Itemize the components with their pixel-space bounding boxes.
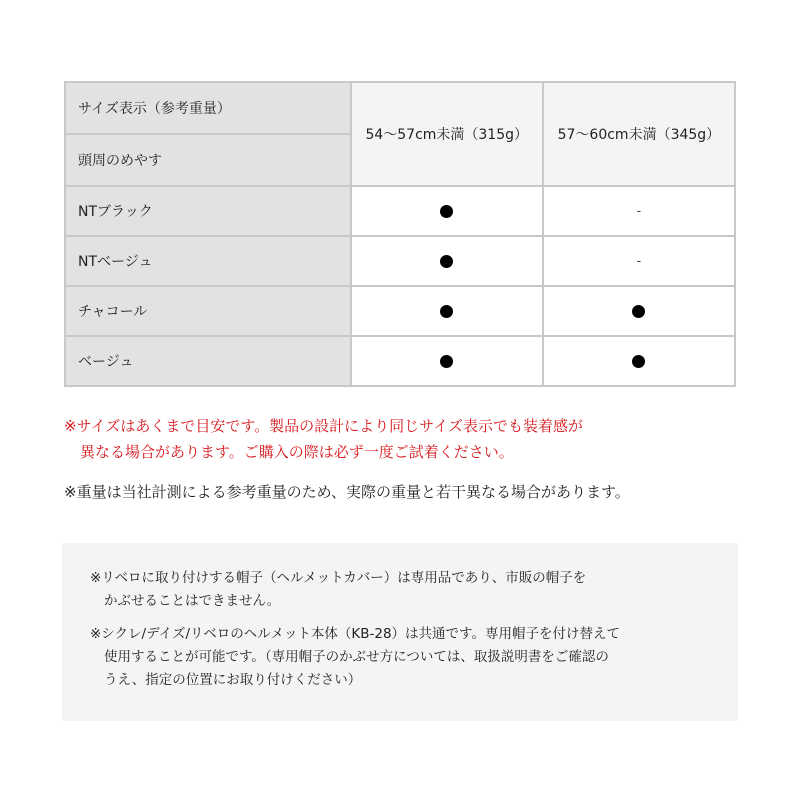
color-label: NTベージュ xyxy=(65,236,351,286)
helmet-note-line-3: うえ、指定の位置にお取り付けください） xyxy=(104,672,362,688)
helmet-note-line-1: ※シクレ/デイズ/リベロのヘルメット本体（KB-28）は共通です。専用帽子を付け替えて xyxy=(90,626,620,642)
availability-cell xyxy=(351,236,543,286)
size-table xyxy=(64,81,736,387)
availability-cell xyxy=(543,336,735,386)
available-dot-icon xyxy=(632,305,645,318)
table-row xyxy=(65,286,735,336)
availability-cell xyxy=(543,286,735,336)
availability-cell xyxy=(351,286,543,336)
cap-compatibility-note xyxy=(90,567,586,613)
helmet-note-line-2: 使用することが可能です。（専用帽子のかぶせ方については、取扱説明書をご確認の xyxy=(104,649,609,665)
info-box xyxy=(62,543,738,721)
table-row xyxy=(65,236,735,286)
table-row xyxy=(65,336,735,386)
table-row xyxy=(65,186,735,236)
header-label-head-circumference: 頭周のめやす xyxy=(65,134,351,186)
color-label: ベージュ xyxy=(65,336,351,386)
availability-cell xyxy=(543,236,735,286)
header-row-size xyxy=(65,82,735,134)
size-caution-note xyxy=(64,413,764,465)
unavailable-dash: - xyxy=(636,204,642,219)
cap-note-line-1: ※リベロに取り付けする帽子（ヘルメットカバー）は専用品であり、市販の帽子を xyxy=(90,570,587,586)
color-label: チャコール xyxy=(65,286,351,336)
cap-note-line-2: かぶせることはできません。 xyxy=(104,593,281,609)
size-caution-line-2: 異なる場合があります。ご購入の際は必ず一度ご試着ください。 xyxy=(80,443,514,461)
size-caution-line-1: ※サイズはあくまで目安です。製品の設計により同じサイズ表示でも装着感が xyxy=(64,417,583,435)
available-dot-icon xyxy=(440,305,453,318)
available-dot-icon xyxy=(440,205,453,218)
availability-cell xyxy=(543,186,735,236)
header-label-size: サイズ表示（参考重量） xyxy=(65,82,351,134)
availability-cell xyxy=(351,336,543,386)
available-dot-icon xyxy=(440,355,453,368)
available-dot-icon xyxy=(440,255,453,268)
available-dot-icon xyxy=(632,355,645,368)
helmet-shared-note xyxy=(90,623,620,692)
color-label: NTブラック xyxy=(65,186,351,236)
unavailable-dash: - xyxy=(636,254,642,269)
weight-note: ※重量は当社計測による参考重量のため、実際の重量と若干異なる場合があります。 xyxy=(64,483,630,501)
size-header-2: 57〜60cm未満（345g） xyxy=(543,82,735,186)
size-header-1: 54〜57cm未満（315g） xyxy=(351,82,543,186)
availability-cell xyxy=(351,186,543,236)
